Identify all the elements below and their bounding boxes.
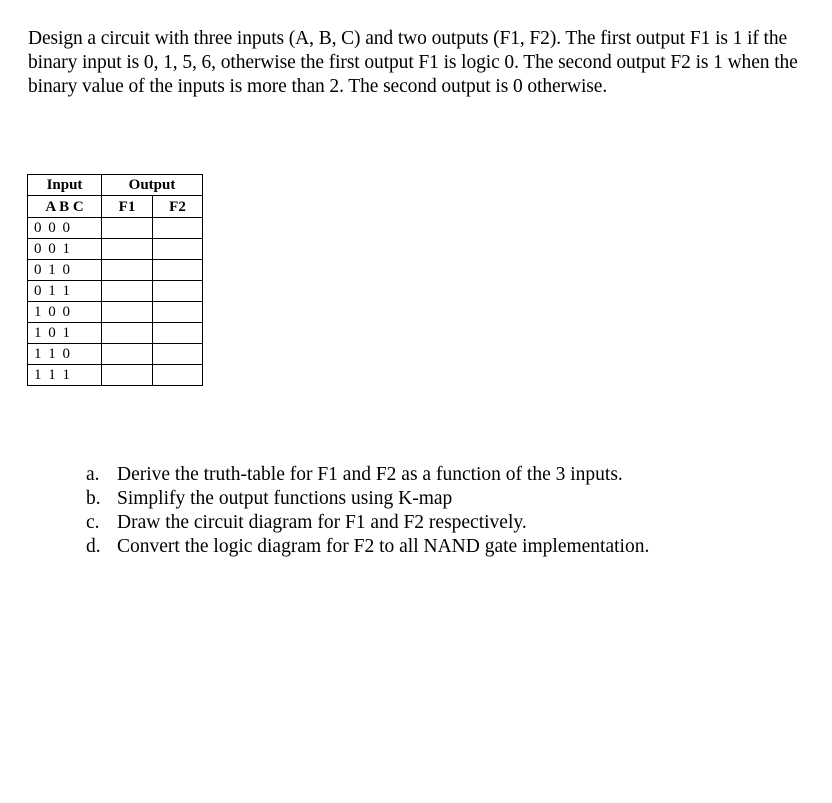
table-row	[28, 344, 203, 365]
list-item	[86, 511, 649, 535]
input-header: Input	[28, 175, 102, 196]
task-text: Derive the truth-table for F1 and F2 as a function of the 3 inputs.	[117, 464, 623, 485]
abc-header: A B C	[28, 196, 102, 218]
list-item	[86, 463, 649, 487]
task-marker: b.	[86, 488, 101, 509]
truth-table-subheader-row	[28, 196, 203, 218]
abc-cell: 1 0 0	[28, 302, 102, 323]
f2-cell	[153, 239, 203, 260]
f1-cell	[102, 281, 153, 302]
f2-cell	[153, 323, 203, 344]
f2-cell	[153, 344, 203, 365]
table-row	[28, 260, 203, 281]
truth-table-header-row	[28, 175, 203, 196]
f1-cell	[102, 344, 153, 365]
abc-cell: 1 1 0	[28, 344, 102, 365]
problem-statement: Design a circuit with three inputs (A, B, C) and two outputs (F1, F2). The first output F1 is 1 if the binary input is 0, 1, 5, 6, otherwise the first output F1 is logic 0. The second output F2 is 1 when the binary value of the inputs is more than 2. The second output is 0 otherwise.	[28, 28, 798, 97]
f1-cell	[102, 239, 153, 260]
abc-cell: 0 0 0	[28, 218, 102, 239]
f1-header: F1	[102, 196, 153, 218]
task-list	[86, 463, 649, 559]
task-marker: c.	[86, 512, 100, 533]
f1-cell	[102, 218, 153, 239]
f1-cell	[102, 302, 153, 323]
task-text: Draw the circuit diagram for F1 and F2 respectively.	[117, 512, 527, 533]
f2-cell	[153, 365, 203, 386]
f1-cell	[102, 365, 153, 386]
task-text: Convert the logic diagram for F2 to all NAND gate implementation.	[117, 536, 650, 557]
f2-header: F2	[153, 196, 203, 218]
table-row	[28, 302, 203, 323]
f2-cell	[153, 302, 203, 323]
task-text: Simplify the output functions using K-map	[117, 488, 453, 509]
abc-cell: 1 1 1	[28, 365, 102, 386]
table-row	[28, 323, 203, 344]
abc-cell: 1 0 1	[28, 323, 102, 344]
table-row	[28, 218, 203, 239]
list-item	[86, 535, 649, 559]
f2-cell	[153, 281, 203, 302]
abc-cell: 0 0 1	[28, 239, 102, 260]
table-row	[28, 281, 203, 302]
f1-cell	[102, 323, 153, 344]
list-item	[86, 487, 649, 511]
abc-cell: 0 1 1	[28, 281, 102, 302]
f1-cell	[102, 260, 153, 281]
f2-cell	[153, 260, 203, 281]
table-row	[28, 365, 203, 386]
task-marker: a.	[86, 464, 100, 485]
truth-table	[27, 174, 203, 386]
f2-cell	[153, 218, 203, 239]
table-row	[28, 239, 203, 260]
output-header: Output	[102, 175, 203, 196]
task-marker: d.	[86, 536, 101, 557]
abc-cell: 0 1 0	[28, 260, 102, 281]
